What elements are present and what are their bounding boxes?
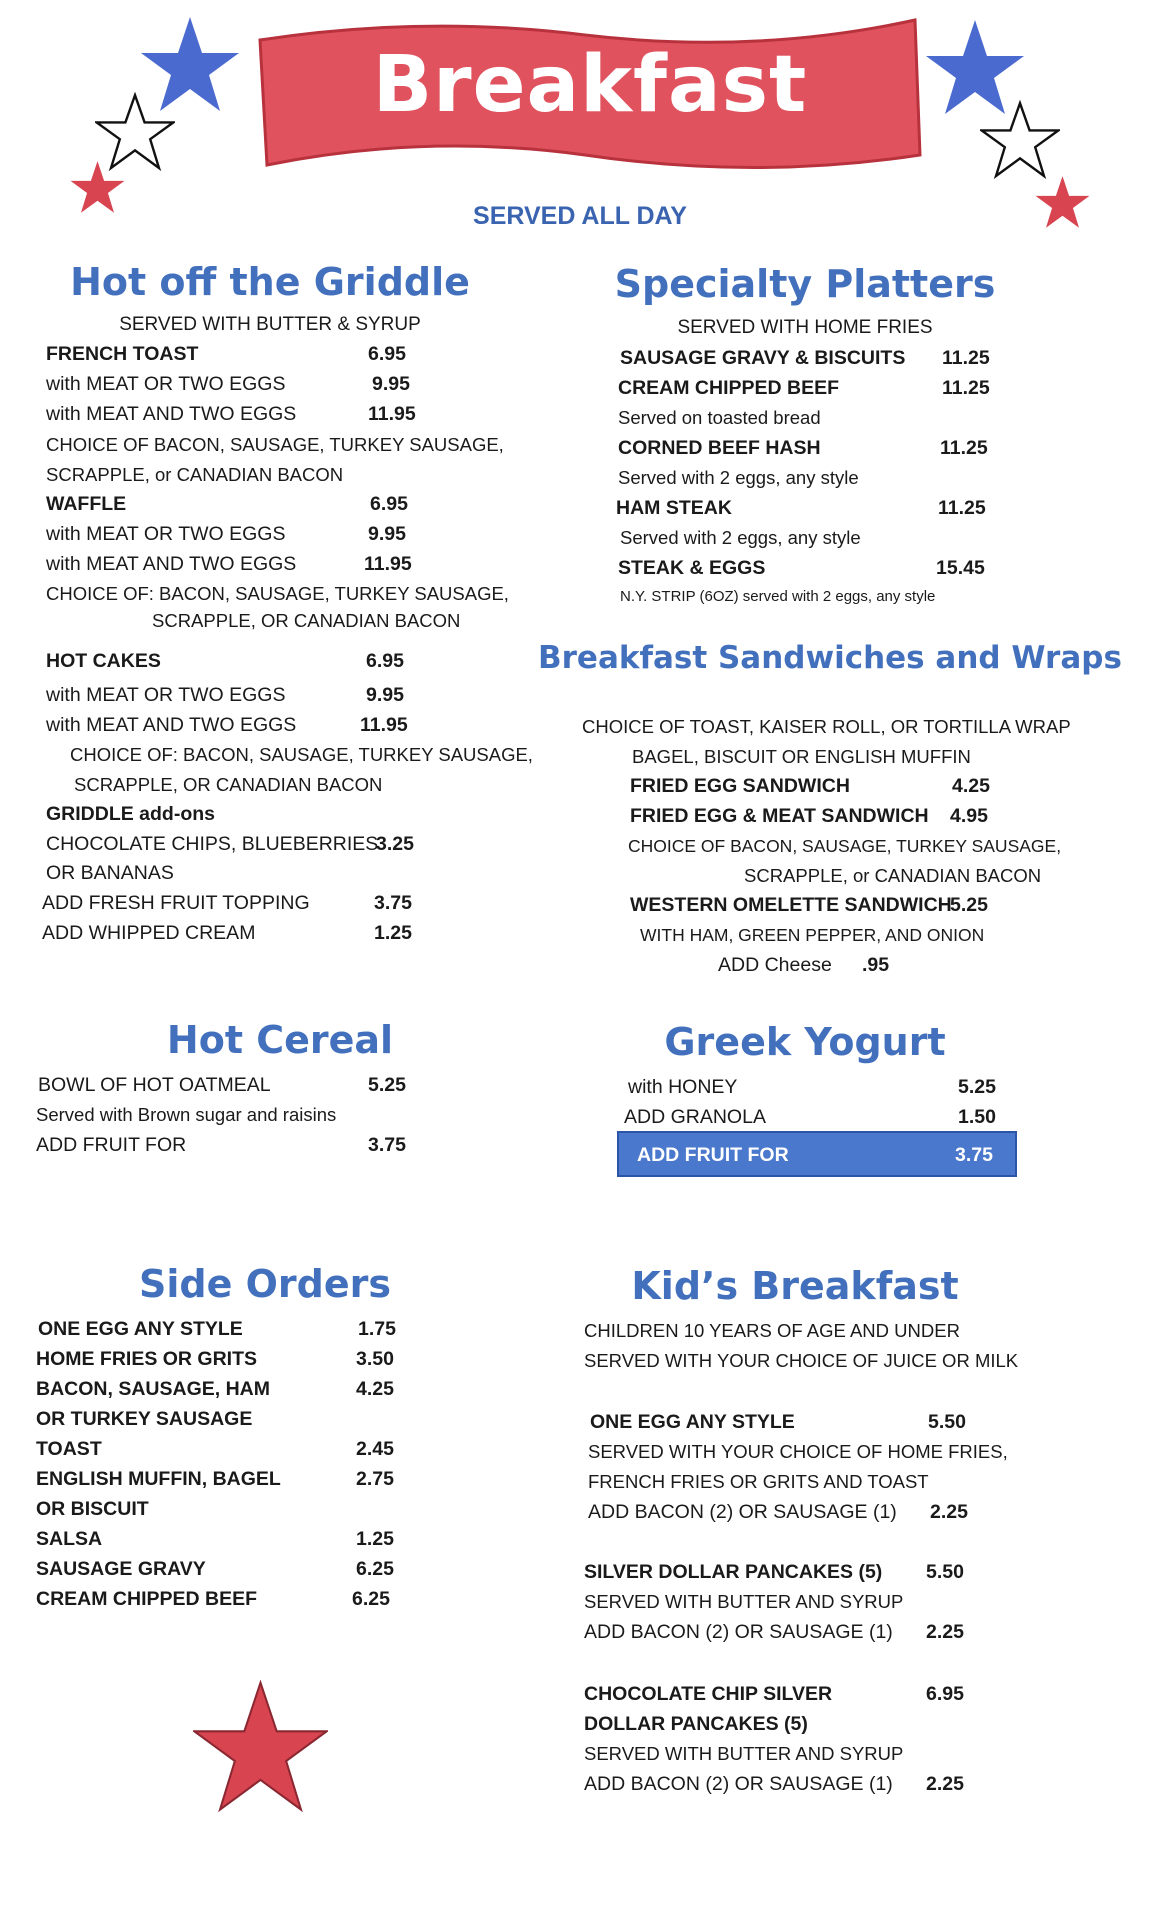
item-note: SERVED WITH BUTTER AND SYRUP — [584, 1743, 904, 1764]
item-note: CHOICE OF TOAST, KAISER ROLL, OR TORTILLA WRAP — [582, 716, 1071, 737]
item-note: DOLLAR PANCAKES (5) — [584, 1713, 808, 1735]
item-note: FRENCH FRIES OR GRITS AND TOAST — [588, 1471, 929, 1492]
item-note: SCRAPPLE, or CANADIAN BACON — [744, 865, 1042, 886]
sides-title: Side Orders — [139, 1262, 391, 1306]
served-all-day: SERVED ALL DAY — [473, 202, 687, 230]
item-note: Served with 2 eggs, any style — [618, 467, 859, 488]
griddle-addons-heading: GRIDDLE add-ons — [46, 803, 215, 825]
sandwiches-title: Breakfast Sandwiches and Wraps — [538, 640, 1122, 676]
item-note: SERVED WITH YOUR CHOICE OF HOME FRIES, — [588, 1441, 1008, 1462]
kids-title: Kid’s Breakfast — [631, 1264, 959, 1308]
item-note: CHOICE OF: BACON, SAUSAGE, TURKEY SAUSAGE, — [46, 583, 509, 604]
item-note: BAGEL, BISCUIT OR ENGLISH MUFFIN — [632, 746, 971, 767]
item-note: SERVED WITH YOUR CHOICE OF JUICE OR MILK — [584, 1350, 1019, 1371]
item-note: SCRAPPLE, or CANADIAN BACON — [46, 464, 344, 485]
item-note: OR BANANAS — [46, 862, 174, 884]
yogurt-fruit-highlight: ADD FRUIT FOR 3.75 — [617, 1131, 1017, 1177]
page-title: Breakfast — [372, 40, 808, 130]
platters-subtitle: SERVED WITH HOME FRIES — [677, 317, 933, 338]
item-note: Served with 2 eggs, any style — [620, 527, 861, 548]
cereal-title: Hot Cereal — [166, 1018, 394, 1062]
item-note: OR TURKEY SAUSAGE — [36, 1408, 253, 1430]
red-star-icon — [70, 160, 125, 215]
red-star-icon — [1035, 175, 1090, 230]
item-note: OR BISCUIT — [36, 1498, 149, 1520]
item-note: CHILDREN 10 YEARS OF AGE AND UNDER — [584, 1320, 960, 1341]
item-note: N.Y. STRIP (6OZ) served with 2 eggs, any style — [620, 588, 936, 605]
item-note: SERVED WITH BUTTER AND SYRUP — [584, 1591, 904, 1612]
white-star-icon — [980, 100, 1060, 180]
item-note: SCRAPPLE, OR CANADIAN BACON — [152, 610, 461, 631]
item-note: CHOICE OF BACON, SAUSAGE, TURKEY SAUSAGE, — [46, 434, 504, 455]
platters-title: Specialty Platters — [614, 262, 996, 306]
item-note: CHOICE OF: BACON, SAUSAGE, TURKEY SAUSAGE, — [70, 744, 533, 765]
item-note: CHOICE OF BACON, SAUSAGE, TURKEY SAUSAGE, — [628, 836, 1062, 856]
yogurt-title: Greek Yogurt — [664, 1020, 946, 1064]
item-note: WITH HAM, GREEN PEPPER, AND ONION — [640, 925, 985, 945]
griddle-title: Hot off the Griddle — [70, 260, 470, 304]
item-note: SCRAPPLE, OR CANADIAN BACON — [74, 774, 383, 795]
item-note: Served on toasted bread — [618, 407, 821, 428]
item-note: Served with Brown sugar and raisins — [36, 1104, 337, 1125]
griddle-subtitle: SERVED WITH BUTTER & SYRUP — [119, 314, 421, 335]
red-star-icon — [193, 1680, 328, 1815]
